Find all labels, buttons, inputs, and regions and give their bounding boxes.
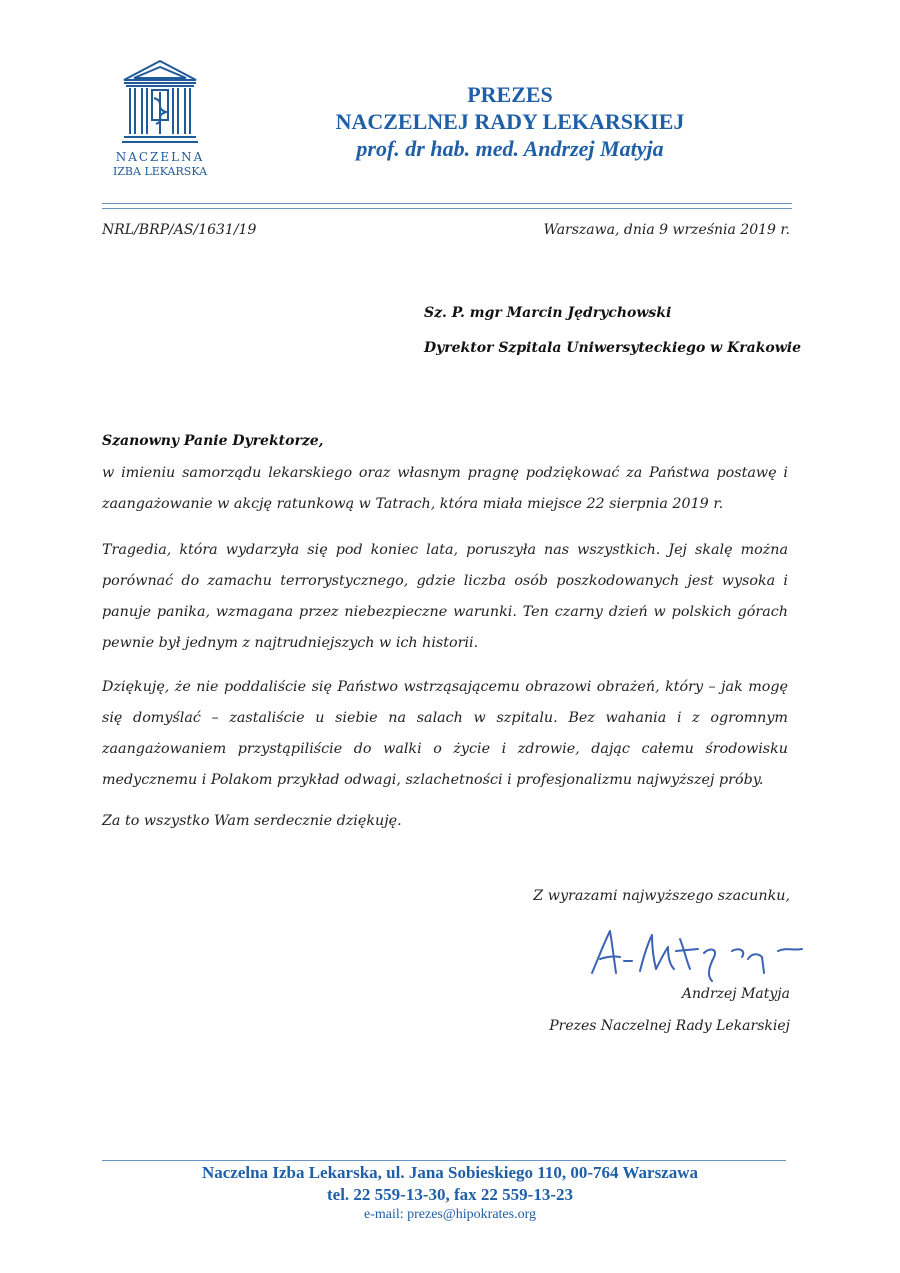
- letter-date: Warszawa, dnia 9 września 2019 r.: [543, 222, 790, 238]
- logo-text-line1: NACZELNA: [115, 150, 205, 164]
- reference-number: NRL/BRP/AS/1631/19: [102, 222, 257, 238]
- logo-text-line2: IZBA LEKARSKA: [112, 165, 208, 178]
- salutation: Szanowny Panie Dyrektorze,: [102, 433, 324, 449]
- closing-phrase: Z wyrazami najwyższego szacunku,: [533, 888, 790, 904]
- header-title-line2: NACZELNEJ RADY LEKARSKIEJ: [335, 109, 685, 134]
- recipient-name: Sz. P. mgr Marcin Jędrychowski: [424, 305, 672, 321]
- signatory-name: Andrzej Matyja: [681, 986, 790, 1002]
- footer-address: Naczelna Izba Lekarska, ul. Jana Sobieskiego 110, 00-764 Warszawa: [201, 1163, 699, 1182]
- signatory-title: Prezes Naczelnej Rady Lekarskiej: [549, 1018, 790, 1034]
- nil-logo: [110, 58, 210, 182]
- header-divider: [102, 203, 792, 204]
- body-paragraph: Za to wszystko Wam serdecznie dziękuję.: [102, 813, 402, 829]
- footer-divider: [102, 1160, 786, 1161]
- header-title-line1: PREZES: [467, 82, 553, 107]
- footer-email: e-mail: prezes@hipokrates.org: [363, 1207, 537, 1222]
- body-paragraph: Dziękuję, że nie poddaliście się Państwo wstrząsającemu obrazowi obrażeń, który – jak mogę się domyślać – zastaliście u siebie na salach w szpitalu. Bez wahania i z ogromnym zaangażowaniem przystąpiliście do walki o życie i zdrowie, dając całemu środowisku medycznemu i Polakom przykład odwagi, szlachetności i profesjonalizmu najwyższej próby.: [102, 679, 788, 788]
- handwritten-signature: [586, 925, 806, 985]
- body-paragraph: Tragedia, która wydarzyła się pod koniec lata, poruszyła nas wszystkich. Jej skalę można porównać do zamachu terrorystycznego, gdzie liczba osób poszkodowanych jest wysoka i panuje panika, wzmagana przez niebezpieczne warunki. Ten czarny dzień w polskich górach pewnie był jednym z najtrudniejszych w ich historii.: [102, 542, 788, 651]
- footer-phone: tel. 22 559-13-30, fax 22 559-13-23: [327, 1185, 573, 1204]
- column-building-caduceus-icon: [120, 58, 200, 146]
- body-paragraph: w imieniu samorządu lekarskiego oraz własnym pragnę podziękować za Państwa postawę i zaangażowanie w akcję ratunkową w Tatrach, która miała miejsce 22 sierpnia 2019 r.: [102, 465, 788, 512]
- header-divider-second: [102, 208, 792, 209]
- recipient-title: Dyrektor Szpitala Uniwersyteckiego w Krakowie: [424, 340, 802, 356]
- header-author: prof. dr hab. med. Andrzej Matyja: [356, 136, 664, 161]
